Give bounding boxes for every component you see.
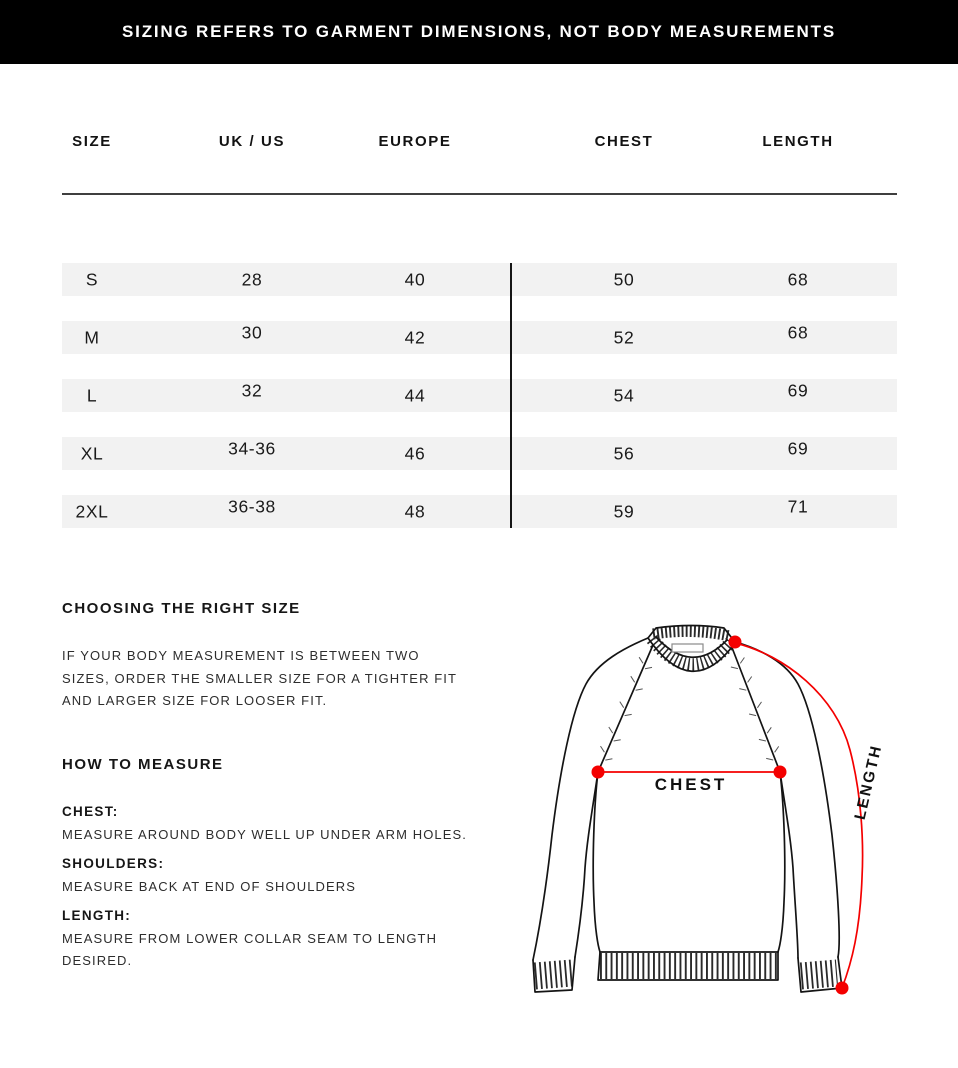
sizing-notice-banner [0, 0, 958, 64]
diagram-length-label: LENGTH [851, 742, 886, 822]
cell-uk-us: 28 [241, 269, 263, 289]
table-row-s [62, 263, 897, 296]
sweater-diagram-svg [520, 600, 958, 1068]
cell-europe: 40 [404, 269, 426, 289]
left-cuff-ribbing [535, 973, 572, 976]
seam-stitch-ticks [601, 657, 779, 760]
diagram-chest-label: CHEST [654, 775, 728, 794]
cell-chest: 50 [613, 269, 635, 289]
table-row-2xl [62, 495, 897, 528]
cell-size: XL [80, 443, 104, 463]
column-header-length: LENGTH [762, 133, 834, 150]
column-header-chest: CHEST [594, 133, 654, 150]
measure-item-text: MEASURE AROUND BODY WELL UP UNDER ARM HOLES. [62, 827, 468, 842]
cell-europe: 46 [404, 443, 426, 463]
left-sleeve-inner-edge [575, 772, 598, 957]
cell-length: 68 [787, 269, 809, 289]
table-row-l [62, 379, 897, 412]
cell-chest: 54 [613, 385, 635, 405]
paragraph-line: AND LARGER SIZE FOR LOOSER FIT. [62, 693, 328, 708]
banner-text: SIZING REFERS TO GARMENT DIMENSIONS, NOT BODY MEASUREMENTS [122, 22, 836, 41]
left-raglan-seam [598, 645, 653, 772]
cell-europe: 48 [404, 501, 426, 521]
column-header-europe: EUROPE [378, 133, 452, 150]
cell-chest: 52 [613, 327, 635, 347]
cell-uk-us: 32 [241, 380, 263, 400]
cell-chest: 59 [613, 501, 635, 521]
cell-size: L [86, 385, 98, 405]
cell-length: 69 [787, 380, 809, 400]
measure-item-text: MEASURE FROM LOWER COLLAR SEAM TO LENGTH [62, 931, 438, 946]
table-row-m [62, 321, 897, 354]
measurement-marks [592, 636, 863, 995]
sweater-outline [533, 626, 842, 993]
cell-europe: 42 [404, 327, 426, 347]
cell-uk-us: 36-38 [228, 496, 276, 516]
measure-item-chest [62, 804, 467, 846]
size-table-body [62, 263, 897, 528]
cell-size: 2XL [75, 501, 109, 521]
table-column-divider [510, 263, 512, 528]
measure-item-label: LENGTH: [62, 908, 132, 923]
cell-length: 71 [787, 496, 809, 516]
paragraph-line: SIZES, ORDER THE SMALLER SIZE FOR A TIGHTER FIT [62, 670, 458, 686]
table-row-xl [62, 437, 897, 470]
cell-size: M [84, 327, 100, 347]
measure-item-shoulders [62, 856, 467, 898]
paragraph-line: IF YOUR BODY MEASUREMENT IS BETWEEN TWO [62, 648, 420, 663]
measure-item-length [62, 908, 467, 972]
cell-length: 69 [787, 438, 809, 458]
choosing-size-paragraph [62, 645, 457, 713]
size-table-header [62, 133, 897, 153]
how-to-measure-heading: HOW TO MEASURE [62, 756, 224, 773]
cell-europe: 44 [404, 385, 426, 405]
hem-outline [598, 952, 778, 980]
length-measure-curve [735, 643, 863, 988]
right-sleeve-outer-edge [735, 642, 839, 957]
measure-item-label: CHEST: [62, 804, 119, 819]
cell-size: S [85, 269, 99, 289]
header-underline [62, 193, 897, 195]
measure-item-text: MEASURE BACK AT END OF SHOULDERS [62, 879, 357, 894]
measure-dot-left-underarm [592, 766, 605, 779]
column-header-uk-us: UK / US [218, 133, 286, 150]
sweater-measure-diagram [520, 600, 958, 1068]
measure-dot-right-underarm [774, 766, 787, 779]
measure-dot-hem [836, 982, 849, 995]
column-header-size: SIZE [72, 133, 112, 150]
measure-dot-collar [729, 636, 742, 649]
right-raglan-seam [731, 645, 780, 772]
choosing-size-heading: CHOOSING THE RIGHT SIZE [62, 600, 301, 617]
measure-item-label: SHOULDERS: [62, 856, 165, 871]
neck-label-tag [672, 644, 703, 652]
cell-chest: 56 [613, 443, 635, 463]
right-cuff-ribbing [801, 973, 837, 976]
cell-length: 68 [787, 322, 809, 342]
cell-uk-us: 30 [241, 322, 263, 342]
measure-instructions-list [62, 804, 467, 982]
measure-item-text: DESIRED. [62, 953, 133, 968]
collar-back-band-ribbing [653, 631, 730, 636]
cell-uk-us: 34-36 [228, 438, 276, 458]
left-sleeve-outer-edge [533, 638, 648, 960]
